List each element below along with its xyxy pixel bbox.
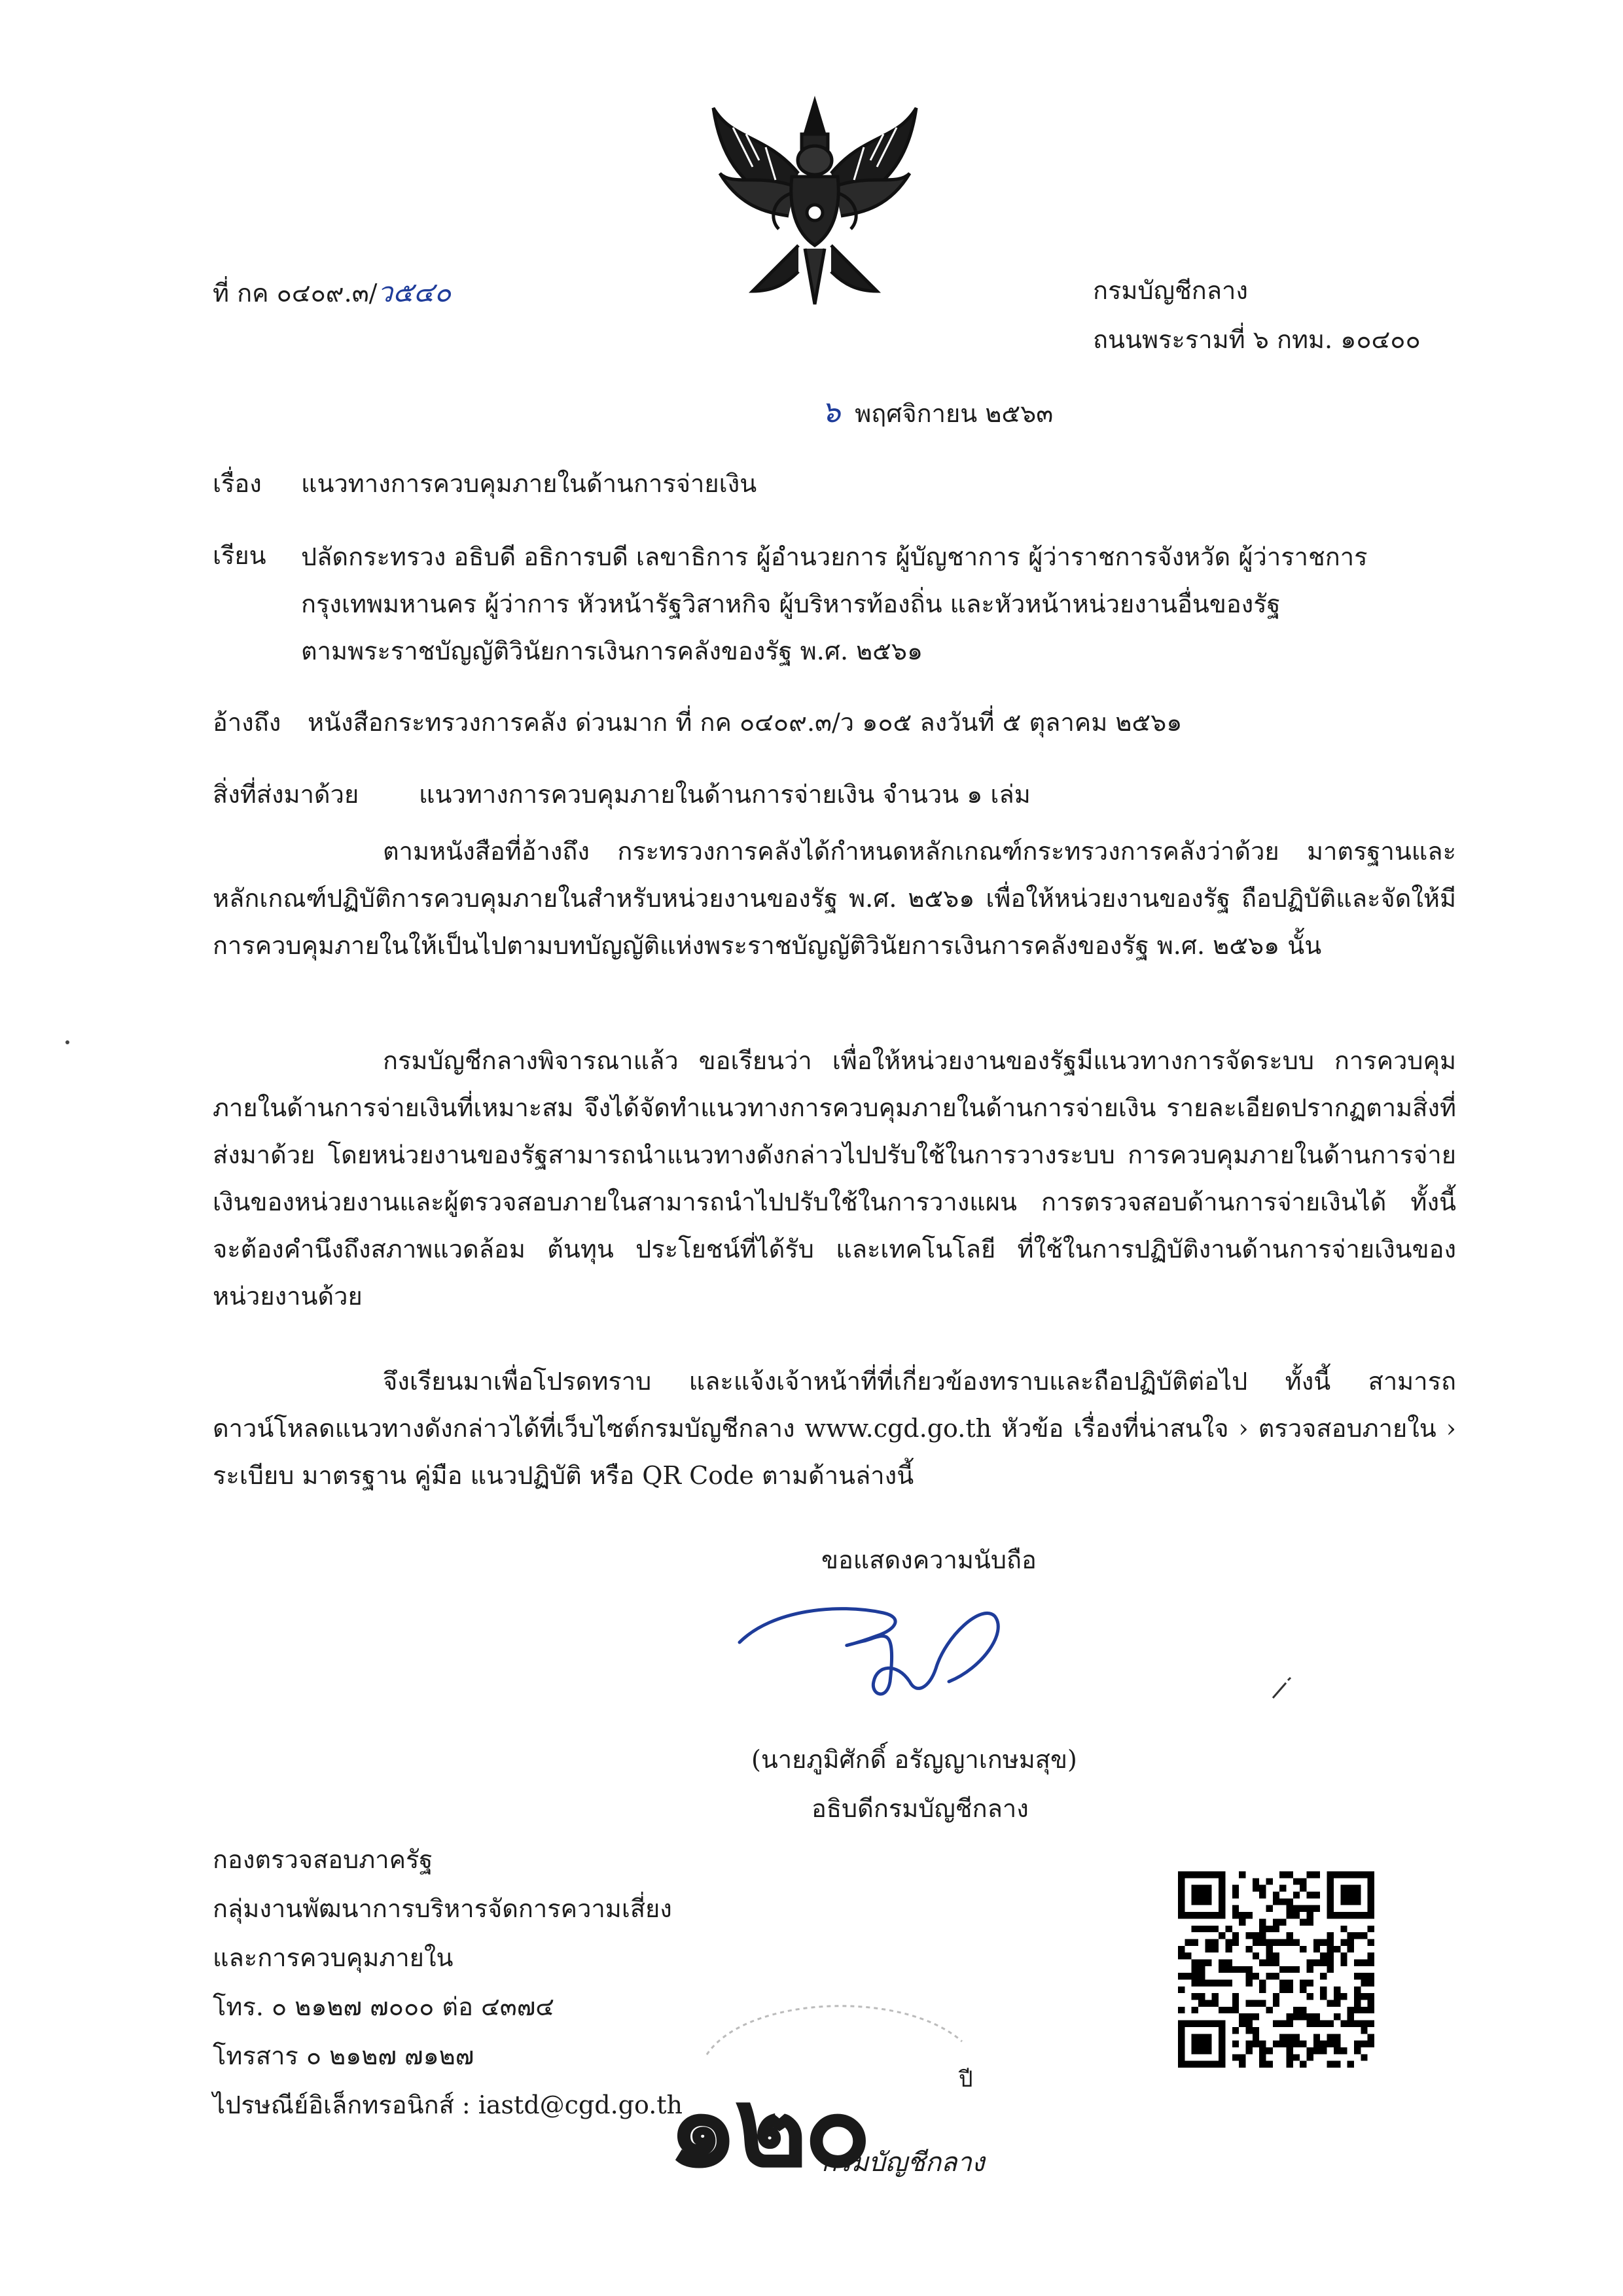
contact-group-cont: และการควบคุมภายใน xyxy=(213,1943,454,1972)
ref-number xyxy=(213,275,451,311)
contact-division: กองตรวจสอบภาครัฐ xyxy=(213,1845,433,1874)
to-line-2: กรุงเทพมหานคร ผู้ว่าการ หัวหน้ารัฐวิสาหกิจ ผู้บริหารท้องถิ่น และหัวหน้าหน่วยงานอื่นของรัฐ xyxy=(301,590,1281,618)
to-recipients xyxy=(301,533,1368,675)
anniversary-logo xyxy=(668,1969,1008,2193)
date-month-year: พฤศจิกายน ๒๕๖๓ xyxy=(855,399,1054,428)
contact-group: กลุ่มงานพัฒนาการบริหารจัดการความเสี่ยง xyxy=(213,1894,672,1923)
signatory-position: อธิบดีกรมบัญชีกลาง xyxy=(812,1794,1029,1823)
enclosure-text: แนวทางการควบคุมภายในด้านการจ่ายเงิน จำนวน ๑ เล่ม xyxy=(419,780,1031,809)
agency-name: กรมบัญชีกลาง xyxy=(1093,276,1248,305)
signatory-name: (นายภูมิศักดิ์ อรัญญาเกษมสุข) xyxy=(751,1745,1077,1774)
reference-text: หนังสือกระทรวงการคลัง ด่วนมาก ที่ กค ๐๔๐๙.๓/ว ๑๐๕ ลงวันที่ ๕ ตุลาคม ๒๕๖๑ xyxy=(308,708,1183,737)
subject-text: แนวทางการควบคุมภายในด้านการจ่ายเงิน xyxy=(301,469,757,498)
garuda-emblem xyxy=(707,95,923,317)
reference-label: อ้างถึง xyxy=(213,708,281,737)
contact-email: ไปรษณีย์อิเล็กทรอนิกส์ : iastd@cgd.go.th xyxy=(213,2091,683,2119)
body-paragraph-2: กรมบัญชีกลางพิจารณาแล้ว ขอเรียนว่า เพื่อให้หน่วยงานของรัฐมีแนวทางการจัดระบบ การควบคุมภายในด้านการจ่ายเงินที่เหมาะสม จึงได้จัดทำแนวทางการควบคุมภายในด้านการจ่ายเงิน รายละเอียดปรากฏตามสิ่งที่ส่งมาด้วย โดยหน่วยงานของรัฐสามารถนำแนวทางดังกล่าวไปปรับใช้ในการวางระบบ การควบคุมภายในด้านการจ่ายเงินของหน่วยงานและผู้ตรวจสอบภายในสามารถนำไปปรับใช้ในการวางแผน การตรวจสอบด้านการจ่ายเงินได้ ทั้งนี้ จะต้องคำนึงถึงสภาพแวดล้อม ต้นทุน ประโยชน์ที่ได้รับ และเทคโนโลยี ที่ใช้ในการปฏิบัติงานด้านการจ่ายเงินของหน่วยงานด้วย xyxy=(213,1046,1456,1311)
enclosure-label: สิ่งที่ส่งมาด้วย xyxy=(213,780,359,809)
contact-fax: โทรสาร ๐ ๒๑๒๗ ๗๑๒๗ xyxy=(213,2041,474,2070)
contact-block xyxy=(213,1835,683,2130)
qr-code[interactable] xyxy=(1178,1871,1374,2068)
ref-number-handwritten: ว๕๔๐ xyxy=(377,276,452,308)
scan-speck xyxy=(65,1040,69,1044)
body-paragraph-3: จึงเรียนมาเพื่อโปรดทราบ และแจ้งเจ้าหน้าที่ที่เกี่ยวข้องทราบและถือปฏิบัติต่อไป ทั้งนี้ สามารถดาวน์โหลดแนวทางดังกล่าวได้ที่เว็บไซต์กรมบัญชีกลาง www.cgd.go.th หัวข้อ เรื่องที่น่าสนใจ › ตรวจสอบภายใน › ระเบียบ มาตรฐาน คู่มือ แนวปฏิบัติ หรือ QR Code ตามด้านล่างนี้ xyxy=(213,1367,1456,1490)
anniversary-suffix: ปี xyxy=(959,2066,973,2093)
handwritten-signature xyxy=(733,1583,1008,1708)
contact-phone: โทร. ๐ ๒๑๒๗ ๗๐๐๐ ต่อ ๔๓๗๔ xyxy=(213,1992,555,2021)
subject-label: เรื่อง xyxy=(213,469,262,498)
date-day-handwritten: ๖ xyxy=(821,394,841,429)
agency-address: ถนนพระรามที่ ๖ กทม. ๑๐๔๐๐ xyxy=(1093,325,1421,354)
stray-pen-mark xyxy=(1270,1675,1296,1701)
anniversary-caption: กรมบัญชีกลาง xyxy=(821,2147,985,2178)
to-line-1: ปลัดกระทรวง อธิบดี อธิการบดี เลขาธิการ ผู้อำนวยการ ผู้บัญชาการ ผู้ว่าราชการจังหวัด ผู้ว่าราชการ xyxy=(301,542,1368,571)
letter-date xyxy=(821,393,1053,432)
closing-salutation: ขอแสดงความนับถือ xyxy=(821,1545,1037,1574)
ref-number-printed: ที่ กค ๐๔๐๙.๓/ xyxy=(213,279,378,308)
body-paragraph-1: ตามหนังสือที่อ้างถึง กระทรวงการคลังได้กำหนดหลักเกณฑ์กระทรวงการคลังว่าด้วย มาตรฐานและหลักเกณฑ์ปฏิบัติการควบคุมภายในสำหรับหน่วยงานของรัฐ พ.ศ. ๒๕๖๑ เพื่อให้หน่วยงานของรัฐ ถือปฏิบัติและจัดให้มีการควบคุมภายในให้เป็นไปตามบทบัญญัติแห่งพระราชบัญญัติวินัยการเงินการคลังของรัฐ พ.ศ. ๒๕๖๑ นั้น xyxy=(213,837,1456,960)
to-label: เรียน xyxy=(213,541,266,570)
anniversary-number: ๑๒๐ xyxy=(668,2062,868,2193)
to-line-3: ตามพระราชบัญญัติวินัยการเงินการคลังของรัฐ พ.ศ. ๒๕๖๑ xyxy=(301,637,923,665)
